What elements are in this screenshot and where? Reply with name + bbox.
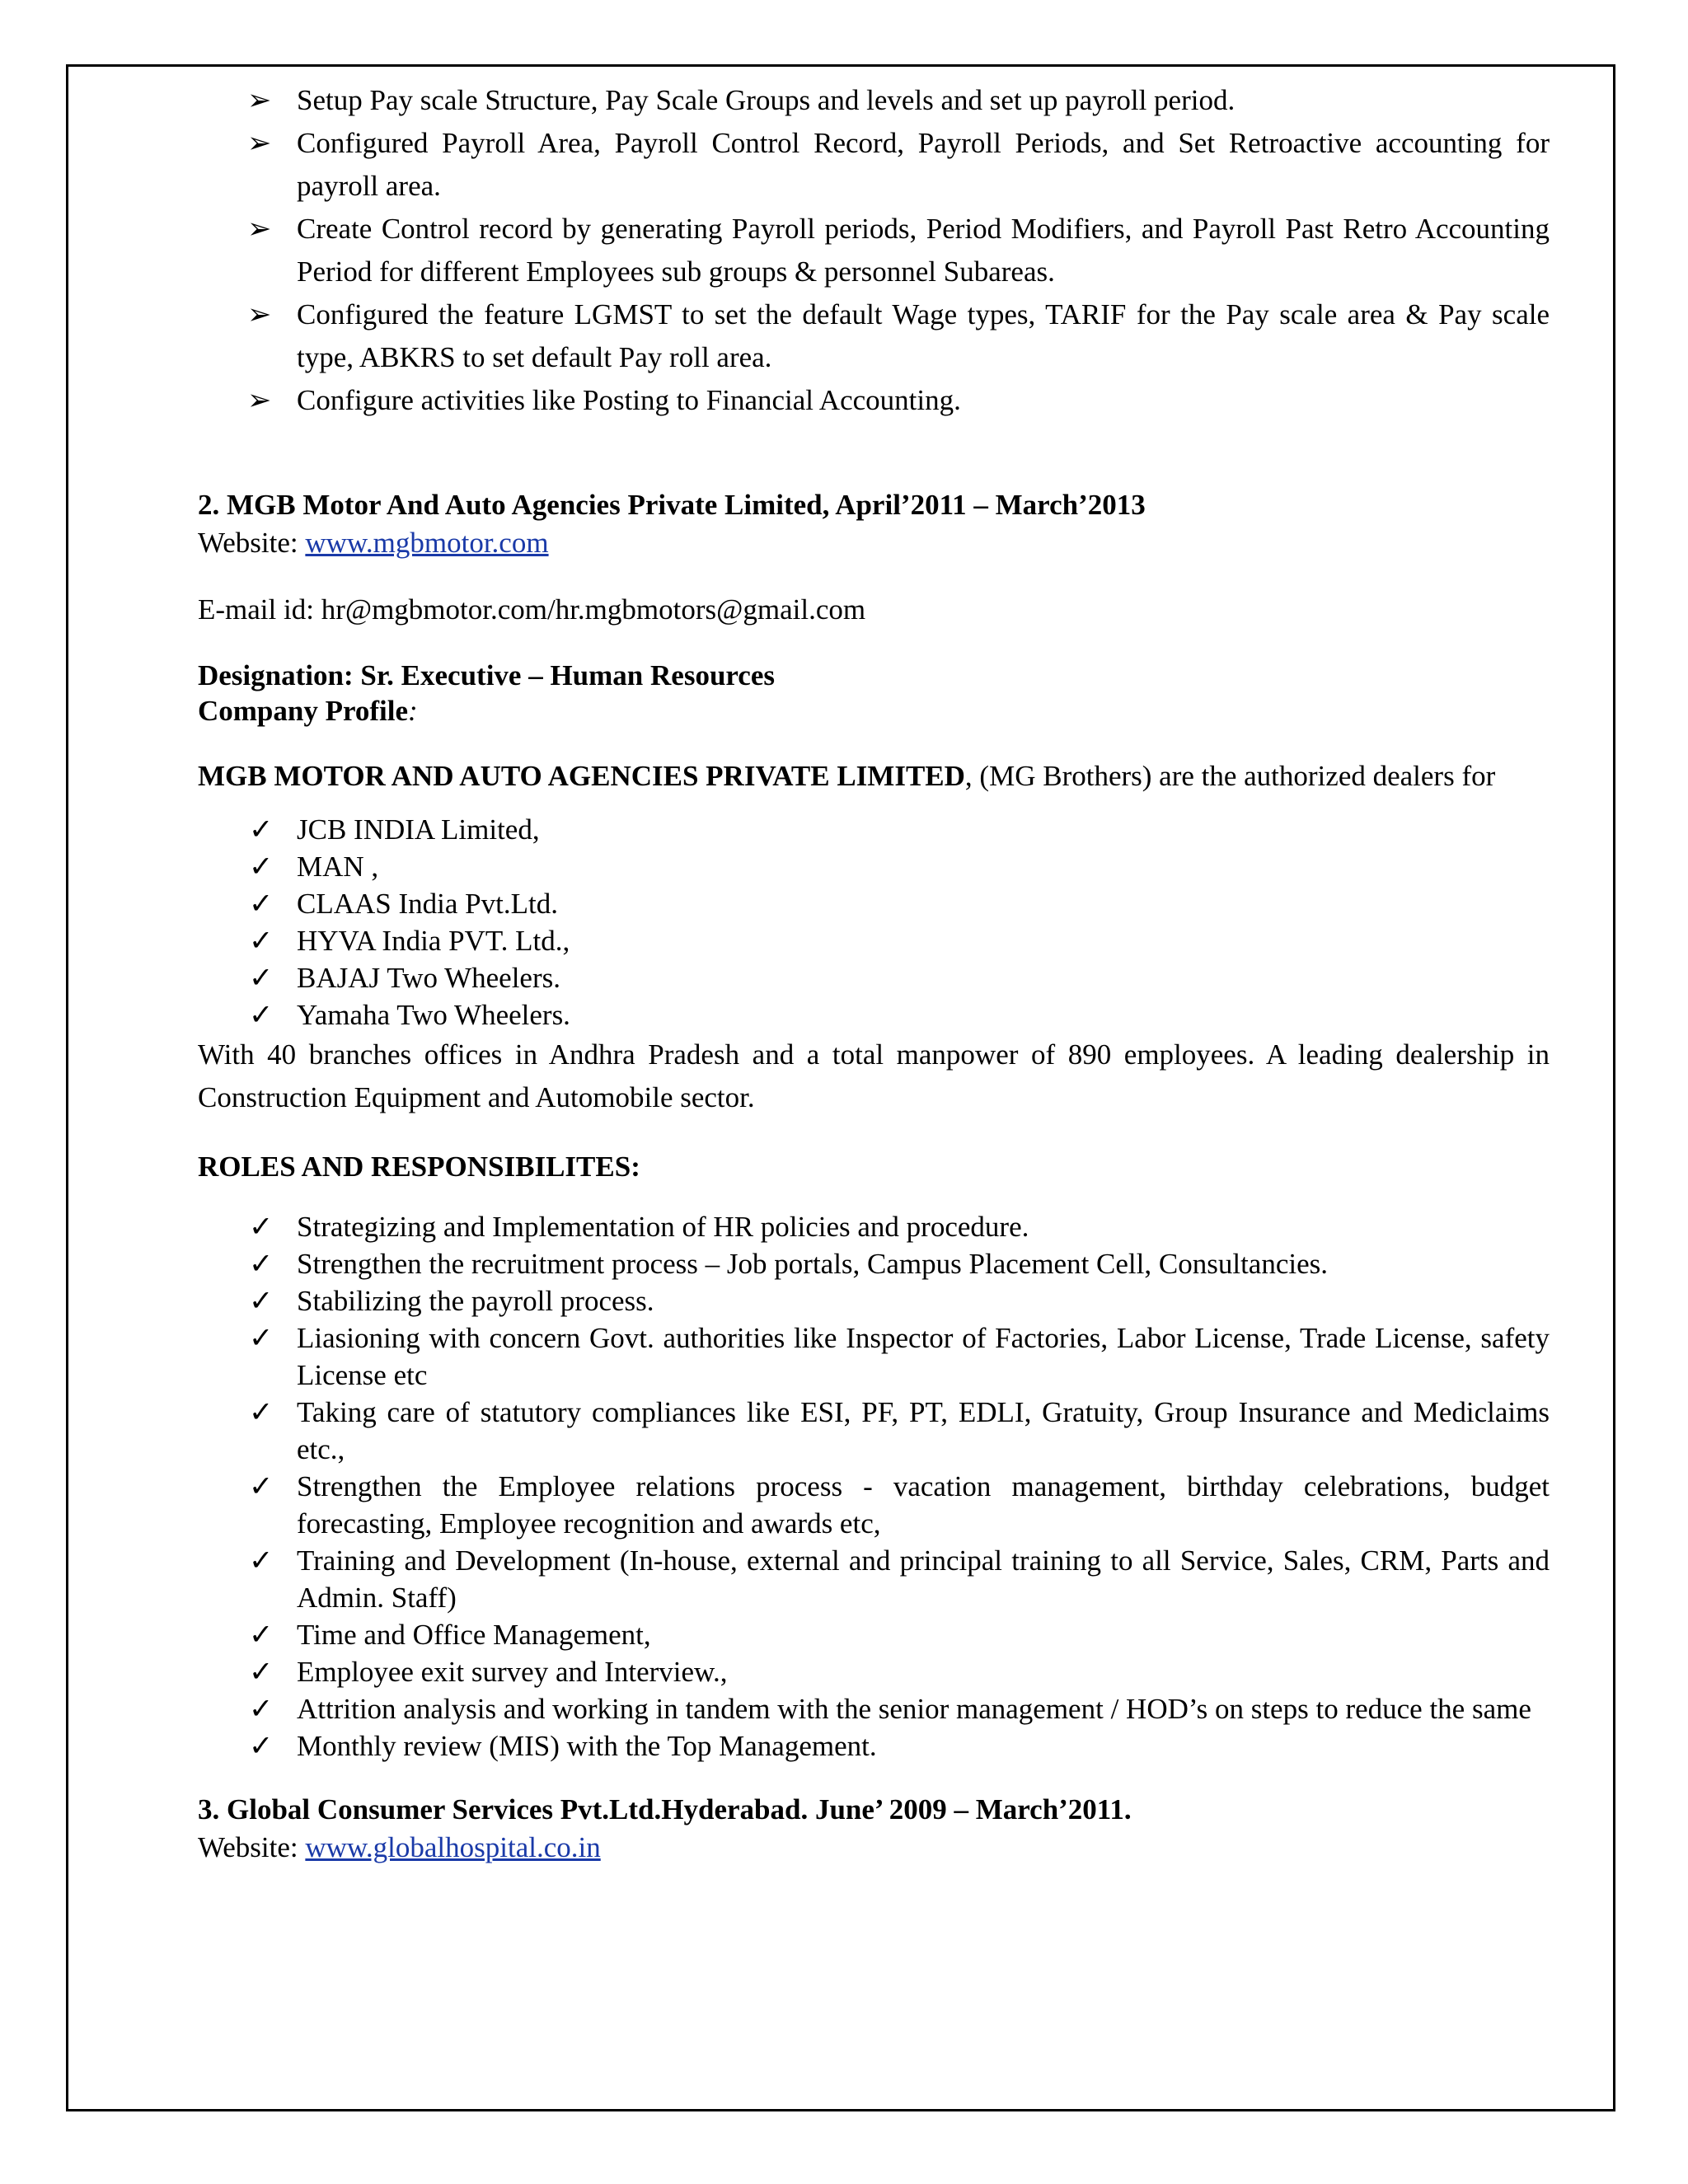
list-item: ✓ CLAAS India Pvt.Ltd. [198, 885, 1550, 922]
list-item: ✓ Attrition analysis and working in tandem with the senior management / HOD’s on steps to reduce the same [198, 1690, 1550, 1727]
check-icon: ✓ [249, 1248, 274, 1280]
list-item: ➢ Configure activities like Posting to Financial Accounting. [198, 379, 1550, 422]
list-item: ✓ Training and Development (In-house, external and principal training to all Service, Sales, CRM, Parts and Admin. Staff) [198, 1542, 1550, 1616]
check-icon: ✓ [249, 999, 274, 1031]
list-item: ✓ HYVA India PVT. Ltd., [198, 922, 1550, 959]
check-icon: ✓ [249, 1470, 274, 1502]
company-profile-text: MGB MOTOR AND AUTO AGENCIES PRIVATE LIMITED, (MG Brothers) are the authorized dealers for [198, 760, 1496, 792]
arrow-bullet-icon: ➢ [247, 84, 272, 116]
check-icon: ✓ [249, 1211, 274, 1243]
resume-page [198, 79, 1550, 1867]
list-item: ✓ Strengthen the recruitment process – Job portals, Campus Placement Cell, Consultancies. [198, 1245, 1550, 1282]
list-item: ✓ Employee exit survey and Interview., [198, 1653, 1550, 1690]
list-item: ➢ Configured the feature LGMST to set the default Wage types, TARIF for the Pay scale area & Pay scale type, ABKRS to set default Pay roll area. [198, 293, 1550, 379]
job2-designation: Designation: Sr. Executive – Human Resources [198, 659, 775, 691]
job2-website-link[interactable]: www.mgbmotor.com [305, 527, 549, 559]
list-item: ✓ BAJAJ Two Wheelers. [198, 959, 1550, 996]
check-icon: ✓ [249, 851, 274, 883]
check-icon: ✓ [249, 962, 274, 994]
list-item: ➢ Configured Payroll Area, Payroll Control Record, Payroll Periods, and Set Retroactive accounting for payroll area. [198, 122, 1550, 208]
job3-website-line [198, 1829, 1550, 1867]
check-icon: ✓ [249, 1322, 274, 1354]
list-item: ➢ Setup Pay scale Structure, Pay Scale Groups and levels and set up payroll period. [198, 79, 1550, 122]
list-item: ✓ Stabilizing the payroll process. [198, 1282, 1550, 1319]
check-icon: ✓ [249, 1730, 274, 1762]
company-summary: With 40 branches offices in Andhra Pradesh and a total manpower of 890 employees. A leading dealership in Construction Equipment and Automobile sector. [198, 1038, 1550, 1113]
arrow-bullet-icon: ➢ [247, 213, 272, 245]
list-item: ✓ Monthly review (MIS) with the Top Management. [198, 1727, 1550, 1765]
roles-heading: ROLES AND RESPONSIBILITES: [198, 1151, 640, 1183]
list-item: ✓ Yamaha Two Wheelers. [198, 996, 1550, 1033]
check-icon: ✓ [249, 888, 274, 920]
arrow-bullet-icon: ➢ [247, 384, 272, 416]
arrow-bullet-icon: ➢ [247, 127, 272, 159]
job2-email: E-mail id: hr@mgbmotor.com/hr.mgbmotors@gmail.com [198, 593, 866, 626]
list-item: ✓ Time and Office Management, [198, 1616, 1550, 1653]
roles-list [198, 1208, 1550, 1765]
website-label: Website: [198, 527, 306, 559]
check-icon: ✓ [249, 813, 274, 846]
list-item: ✓ Liasioning with concern Govt. authorities like Inspector of Factories, Labor License, Trade License, safety License etc [198, 1319, 1550, 1394]
check-icon: ✓ [249, 1544, 274, 1577]
check-icon: ✓ [249, 1285, 274, 1317]
dealers-list [198, 811, 1550, 1033]
check-icon: ✓ [249, 1396, 274, 1428]
arrow-bullet-icon: ➢ [247, 298, 272, 330]
website-label: Website: [198, 1831, 306, 1863]
list-item: ✓ JCB INDIA Limited, [198, 811, 1550, 848]
check-icon: ✓ [249, 925, 274, 957]
list-item: ✓ Strengthen the Employee relations process - vacation management, birthday celebrations, budget forecasting, Employee recognition and awards etc, [198, 1468, 1550, 1542]
check-icon: ✓ [249, 1619, 274, 1651]
company-profile-label: Company Profile: [198, 695, 418, 727]
list-item: ✓ Taking care of statutory compliances like ESI, PF, PT, EDLI, Gratuity, Group Insurance and Mediclaims etc., [198, 1394, 1550, 1468]
list-item: ✓ Strategizing and Implementation of HR policies and procedure. [198, 1208, 1550, 1245]
job2-website-line [198, 524, 1550, 562]
check-icon: ✓ [249, 1656, 274, 1688]
job3-heading: 3. Global Consumer Services Pvt.Ltd.Hyderabad. June’ 2009 – March’2011. [198, 1793, 1132, 1825]
job3-website-link[interactable]: www.globalhospital.co.in [305, 1831, 601, 1863]
list-item: ➢ Create Control record by generating Payroll periods, Period Modifiers, and Payroll Past Retro Accounting Period for different Employees sub groups & personnel Subareas. [198, 208, 1550, 293]
payroll-config-list [198, 79, 1550, 422]
job2-heading: 2. MGB Motor And Auto Agencies Private Limited, April’2011 – March’2013 [198, 489, 1146, 521]
check-icon: ✓ [249, 1693, 274, 1725]
list-item: ✓ MAN , [198, 848, 1550, 885]
